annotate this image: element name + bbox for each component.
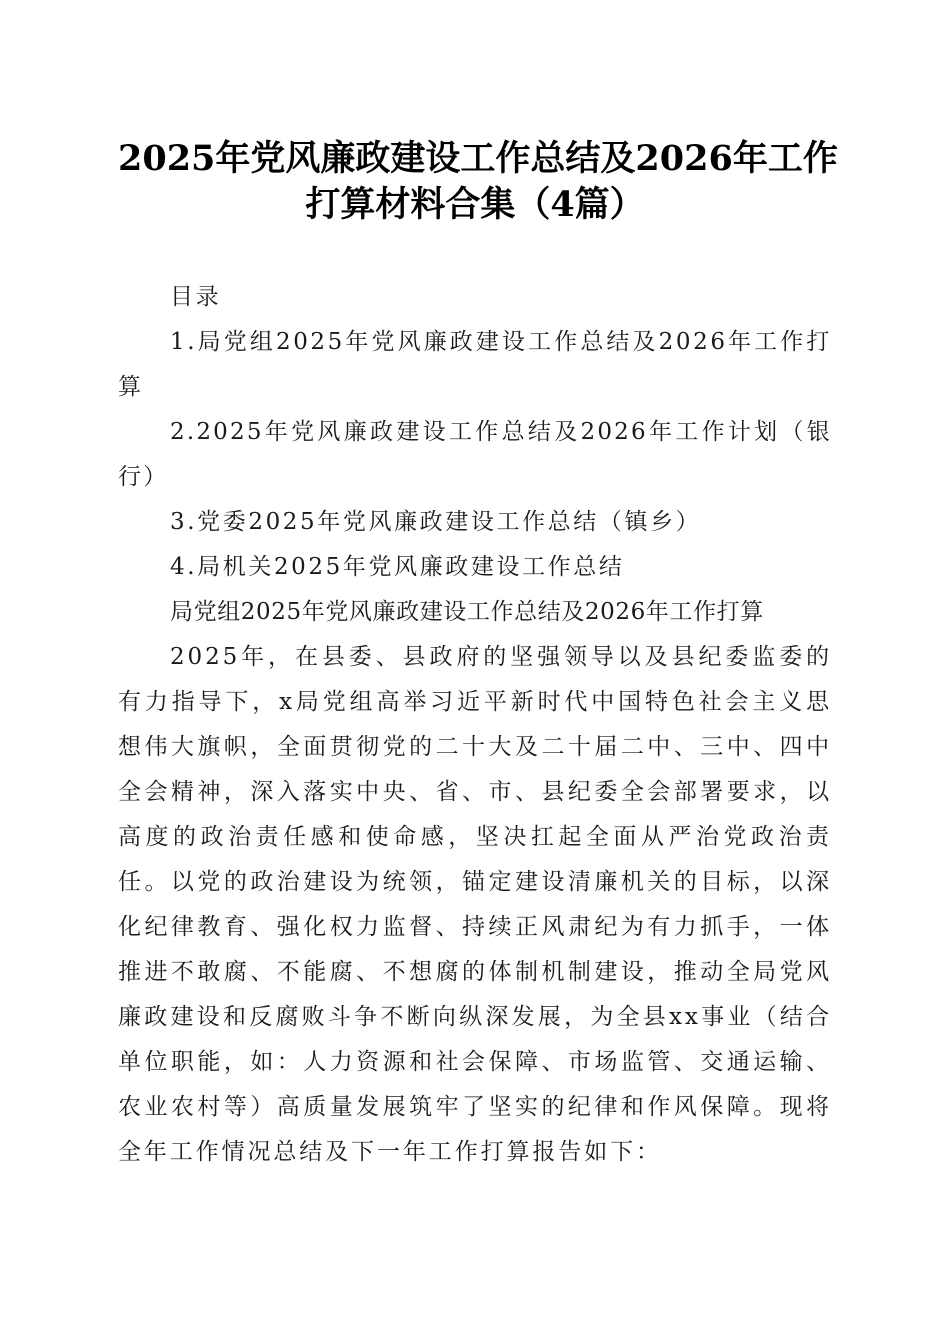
section-title: 局党组2025年党风廉政建设工作总结及2026年工作打算 <box>170 599 764 625</box>
toc-item-2: 2.2025年党风廉政建设工作总结及2026年工作计划（银行） <box>118 419 832 490</box>
document-body <box>118 275 832 1175</box>
document-title <box>118 136 838 228</box>
toc-item-3: 3.党委2025年党风廉政建设工作总结（镇乡） <box>170 509 702 535</box>
toc-heading: 目录 <box>170 284 222 310</box>
title-line-2: 打算材料合集（4篇） <box>305 184 645 225</box>
intro-paragraph: 2025年，在县委、县政府的坚强领导以及县纪委监委的有力指导下，x局党组高举习近平新时代中国特色社会主义思想伟大旗帜，全面贯彻党的二十大及二十届二中、三中、四中全会精神，深入落实中央、省、市、县纪委全会部署要求，以高度的政治责任感和使命感，坚决扛起全面从严治党政治责任。以党的政治建设为统领，锚定建设清廉机关的目标，以深化纪律教育、强化权力监督、持续正风肃纪为有力抓手，一体推进不敢腐、不能腐、不想腐的体制机制建设，推动全局党风廉政建设和反腐败斗争不断向纵深发展，为全县xx事业（结合单位职能，如：人力资源和社会保障、市场监管、交通运输、农业农村等）高质量发展筑牢了坚实的纪律和作风保障。现将全年工作情况总结及下一年工作打算报告如下： <box>118 644 832 1165</box>
title-line-1: 2025年党风廉政建设工作总结及2026年工作 <box>118 138 838 179</box>
toc-item-4: 4.局机关2025年党风廉政建设工作总结 <box>170 554 625 580</box>
toc-item-1: 1.局党组2025年党风廉政建设工作总结及2026年工作打算 <box>118 329 832 400</box>
